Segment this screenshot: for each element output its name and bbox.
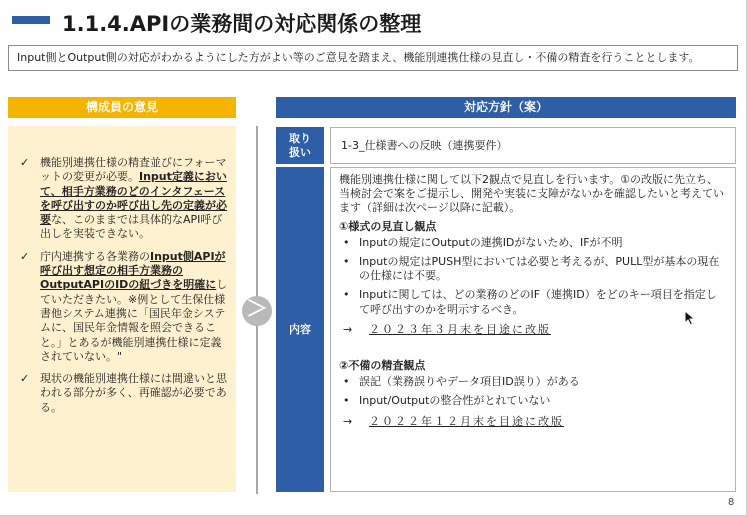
- list-item: • Inputの規定はPUSH型においては必要と考えるが、PULL型が基本の現在の仕様には不要。: [339, 255, 727, 283]
- section-title: ①様式の見直し観点: [339, 219, 437, 233]
- page-title: 1.1.4.APIの業務間の対応関係の整理: [62, 12, 422, 36]
- list-item: • Inputに関しては、どの業務のどのIF（連携ID）をどのキー項目を指定して呼び出すのかを明示するべき。: [339, 288, 727, 316]
- list-item: • Input/Outputの整合性がとれていない: [339, 394, 727, 408]
- handling-label: 取り扱い: [276, 127, 324, 164]
- check-icon: ✓: [20, 156, 30, 169]
- opinion-item: ✓ 機能別連携仕様の精査並びにフォーマットの変更が必要。Input定義において、相手方業務のどのインタフェースを呼び出すのか呼び出し先の定義が必要な、このままでは具体的なAPI呼び出しを実装できない。: [20, 156, 227, 241]
- section-list: [339, 375, 727, 408]
- arrow-right-icon: →: [343, 414, 353, 428]
- summary-box: Input側とOutput側の対応がわかるようにした方がよい等のご意見を踏まえ、機能別連携仕様の見直し・不備の精査を行うこととします。: [8, 45, 738, 71]
- left-panel-header: 構成員の意見: [8, 97, 236, 118]
- details-intro: 機能別連携仕様に関して以下2観点で見直しを行います。①の改版に先立ち、当検討会で案をご提示し、開発や実装に支障がないかを確認したいと考えています（詳細は次ページ以降に記載）。: [339, 173, 724, 215]
- section-title: ②不備の精査観点: [339, 359, 426, 373]
- opinions-list: [18, 156, 228, 415]
- opinions-panel: [8, 126, 236, 492]
- right-panel-header: 対応方針（案）: [276, 97, 736, 118]
- list-item: • Inputの規定にOutputの連携IDがないため、IFが不明: [339, 236, 727, 250]
- revision-target: → ２０２３年３月末を目途に改版: [343, 322, 551, 336]
- opinion-item: ✓ 庁内連携する各業務のInput側APIが呼び出す想定の相手方業務のOutputAPIのIDの紐づきを明確にしていただきたい。※例として生保仕様書他システム連携に「国民年金システムに、国民年金情報を照会できること。」とあるが機能別連携仕様に定義されていない。": [20, 249, 228, 363]
- revision-target: → ２０２２年１２月末を目途に改版: [343, 414, 564, 428]
- check-icon: ✓: [20, 372, 30, 386]
- page-number: 8: [728, 497, 735, 508]
- section-list: [339, 236, 727, 317]
- chevron-right-icon: ＞: [242, 296, 272, 326]
- arrow-right-icon: →: [343, 322, 353, 336]
- title-accent-bar: [12, 16, 50, 24]
- check-icon: ✓: [20, 249, 30, 263]
- handling-content: 1-3_仕様書への反映（連携要件）: [330, 127, 736, 164]
- list-item: • 誤記（業務誤りやデータ項目ID誤り）がある: [339, 375, 727, 389]
- details-label: 内容: [276, 167, 324, 492]
- mouse-pointer-icon: [684, 310, 696, 326]
- opinion-item: ✓ 現状の機能別連携仕様には間違いと思われる部分が多く、再確認が必要である。: [20, 372, 227, 414]
- details-content: [330, 167, 736, 492]
